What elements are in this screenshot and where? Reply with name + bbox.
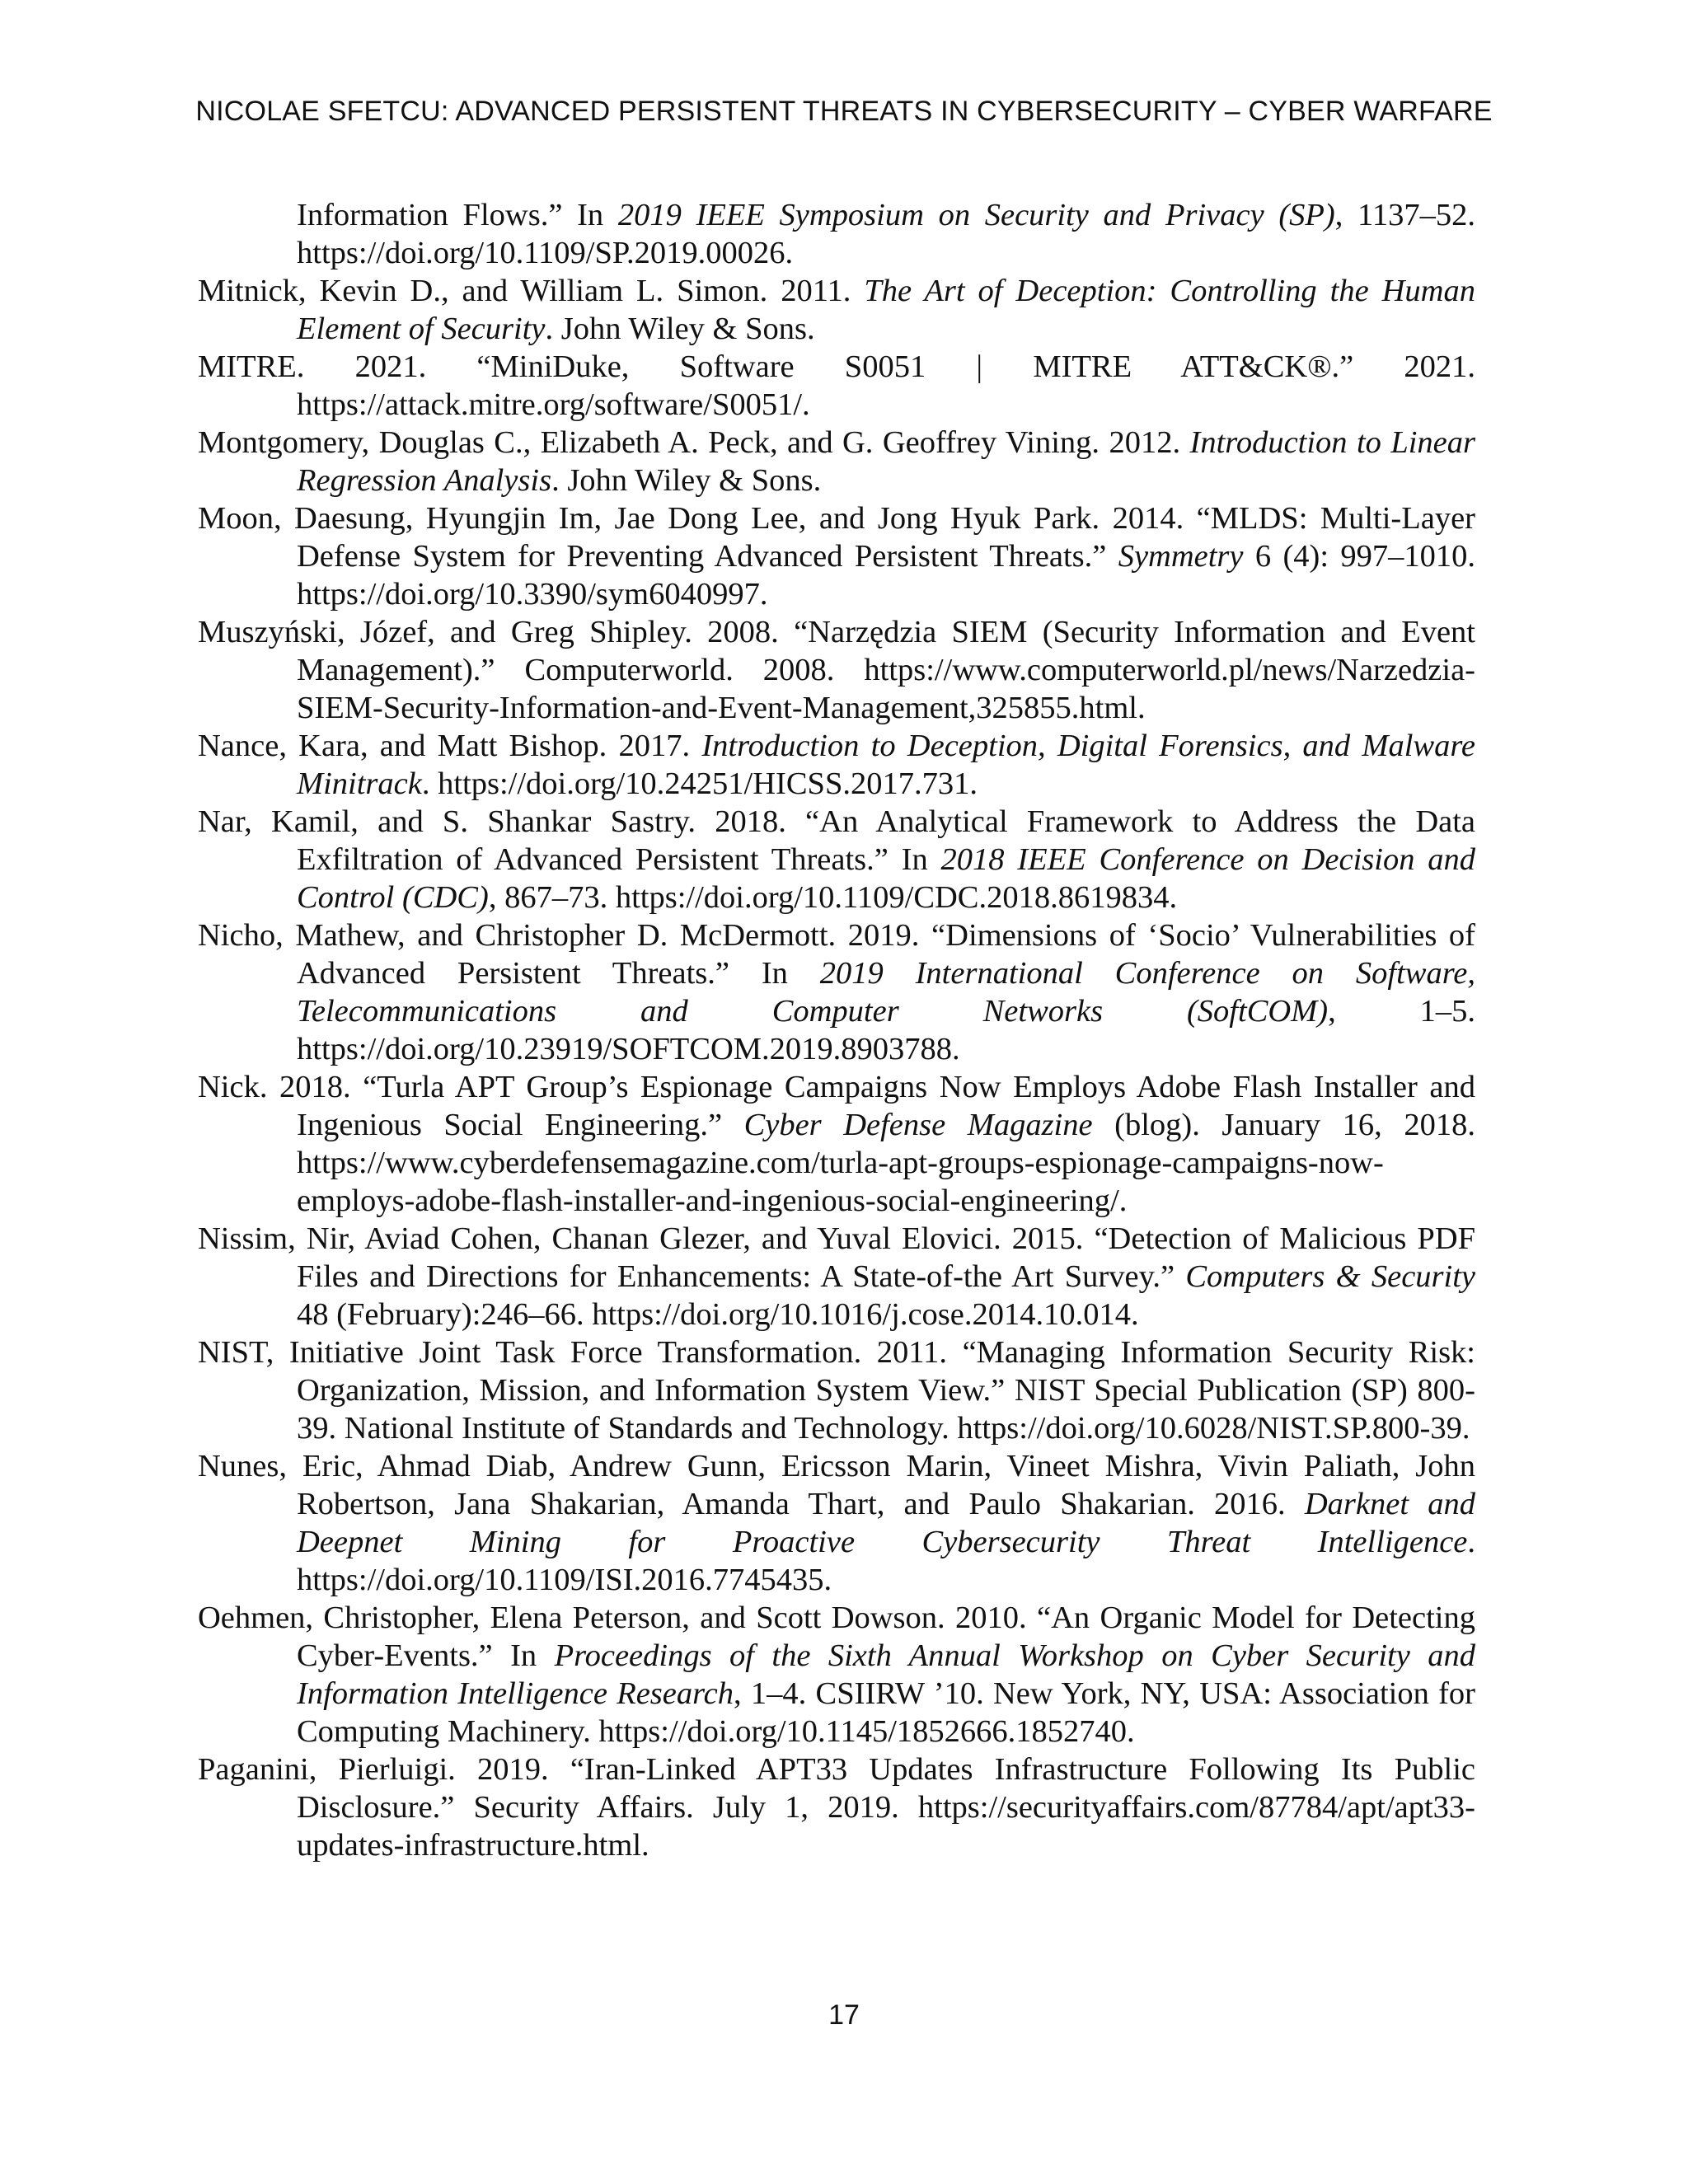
reference-text: , 1–5. https://doi.org/10.23919/SOFTCOM.2019.8903788.	[297, 994, 1475, 1066]
reference-text: . John Wiley & Sons.	[545, 312, 815, 346]
reference-text: . John Wiley & Sons.	[551, 463, 822, 498]
reference-entry	[198, 499, 1475, 613]
reference-title-italic: Darknet and Deepnet Mining for Proactive Cybersecurity Threat Intelligence	[297, 1487, 1475, 1559]
page-number: 17	[828, 1999, 860, 2031]
reference-title-italic: 2019 IEEE Symposium on Security and Privacy (SP)	[617, 198, 1335, 232]
reference-text: 48 (February):246–66. https://doi.org/10.1016/j.cose.2014.10.014.	[297, 1297, 1139, 1332]
reference-title-italic: 2019 International Conference on Software, Telecommunications and Computer Networks (SoftCOM)	[297, 956, 1475, 1029]
reference-entry	[198, 1333, 1475, 1447]
reference-text: , 1–4. CSIIRW ’10. New York, NY, USA: Association for Computing Machinery. https://doi.org/10.1145/1852666.1852740.	[297, 1676, 1475, 1749]
reference-title-italic: Symmetry	[1118, 539, 1244, 574]
reference-title-italic: Introduction to Linear Regression Analysis	[297, 425, 1475, 498]
reference-text: Nunes, Eric, Ahmad Diab, Andrew Gunn, Ericsson Marin, Vineet Mishra, Vivin Paliath, John Robertson, Jana Shakarian, Amanda Thart, and Paulo Shakarian. 2016.	[198, 1449, 1475, 1521]
reference-text: Nick. 2018. “Turla APT Group’s Espionage Campaigns Now Employs Adobe Flash Installer and Ingenious Social Engineering.”	[198, 1070, 1475, 1142]
reference-text: Montgomery, Douglas C., Elizabeth A. Peck, and G. Geoffrey Vining. 2012.	[198, 425, 1190, 460]
reference-title-italic: Cyber Defense Magazine	[743, 1108, 1093, 1142]
reference-text: Paganini, Pierluigi. 2019. “Iran-Linked APT33 Updates Infrastructure Following Its Public Disclosure.” Security Affairs. July 1, 2019. https://securityaffairs.com/87784/apt/apt33-updates-infrastructure.html.	[198, 1752, 1475, 1863]
reference-text: Mitnick, Kevin D., and William L. Simon. 2011.	[198, 274, 865, 308]
reference-text: Information Flows.” In	[297, 198, 618, 232]
reference-text: Moon, Daesung, Hyungjin Im, Jae Dong Lee, and Jong Hyuk Park. 2014. “MLDS: Multi-Layer Defense System for Preventing Advanced Persistent Threats.”	[198, 501, 1475, 574]
reference-text: Oehmen, Christopher, Elena Peterson, and Scott Dowson. 2010. “An Organic Model for Detecting Cyber-Events.” In	[198, 1601, 1475, 1673]
running-header: NICOLAE SFETCU: ADVANCED PERSISTENT THREATS IN CYBERSECURITY – CYBER WARFARE	[195, 96, 1493, 127]
reference-text: Muszyński, Józef, and Greg Shipley. 2008. “Narzędzia SIEM (Security Information and Event Management).” Computerworld. 2008. https://www.computerworld.pl/news/Narzedzia-SIEM-Security-Information-and-Event-Management,325855.html.	[198, 615, 1475, 725]
reference-text: MITRE. 2021. “MiniDuke, Software S0051 | MITRE ATT&CK®.” 2021. https://attack.mitre.org/software/S0051/.	[198, 349, 1475, 422]
reference-text: Nar, Kamil, and S. Shankar Sastry. 2018. “An Analytical Framework to Address the Data Exfiltration of Advanced Persistent Threats.” In	[198, 804, 1475, 877]
reference-entry	[198, 916, 1475, 1068]
reference-title-italic: The Art of Deception: Controlling the Human Element of Security	[297, 274, 1475, 346]
reference-entry	[198, 272, 1475, 348]
reference-entry	[198, 348, 1475, 424]
reference-entry	[198, 613, 1475, 727]
reference-entry	[198, 1220, 1475, 1333]
reference-entry	[198, 803, 1475, 916]
reference-text: Nissim, Nir, Aviad Cohen, Chanan Glezer, and Yuval Elovici. 2015. “Detection of Malicious PDF Files and Directions for Enhancements: A State-of-the Art Survey.”	[198, 1221, 1475, 1294]
reference-text: , 867–73. https://doi.org/10.1109/CDC.2018.8619834.	[488, 880, 1178, 915]
reference-text: (blog). January 16, 2018. https://www.cyberdefensemagazine.com/turla-apt-groups-espionage-campaigns-now-employs-adobe-flash-installer-and-ingenious-social-engineering/.	[297, 1108, 1475, 1218]
reference-entry	[198, 1068, 1475, 1220]
reference-entry	[198, 1750, 1475, 1864]
reference-title-italic: Introduction to Deception, Digital Forensics, and Malware Minitrack	[297, 729, 1475, 801]
reference-title-italic: 2018 IEEE Conference on Decision and Control (CDC)	[297, 842, 1475, 915]
reference-text: . https://doi.org/10.1109/ISI.2016.7745435.	[297, 1525, 1475, 1597]
reference-entry	[198, 1447, 1475, 1599]
reference-entry	[198, 727, 1475, 803]
reference-list	[198, 196, 1475, 1864]
reference-entry	[198, 424, 1475, 499]
reference-entry-continued	[198, 196, 1475, 272]
reference-text: Nicho, Mathew, and Christopher D. McDermott. 2019. “Dimensions of ‘Socio’ Vulnerabilities of Advanced Persistent Threats.” In	[198, 918, 1475, 991]
reference-title-italic: Proceedings of the Sixth Annual Workshop on Cyber Security and Information Intelligence Research	[297, 1638, 1475, 1711]
reference-text: , 1137–52. https://doi.org/10.1109/SP.2019.00026.	[297, 198, 1475, 270]
reference-text: NIST, Initiative Joint Task Force Transformation. 2011. “Managing Information Security Risk: Organization, Mission, and Information System View.” NIST Special Publication (SP) 800-39. National Institute of Standards and Technology. https://doi.org/10.6028/NIST.SP.800-39.	[198, 1335, 1475, 1446]
reference-text: 6 (4): 997–1010. https://doi.org/10.3390/sym6040997.	[297, 539, 1476, 612]
reference-title-italic: Computers & Security	[1185, 1259, 1476, 1294]
reference-entry	[198, 1599, 1475, 1750]
reference-text: . https://doi.org/10.24251/HICSS.2017.731.	[421, 766, 978, 801]
reference-text: Nance, Kara, and Matt Bishop. 2017.	[198, 729, 702, 763]
